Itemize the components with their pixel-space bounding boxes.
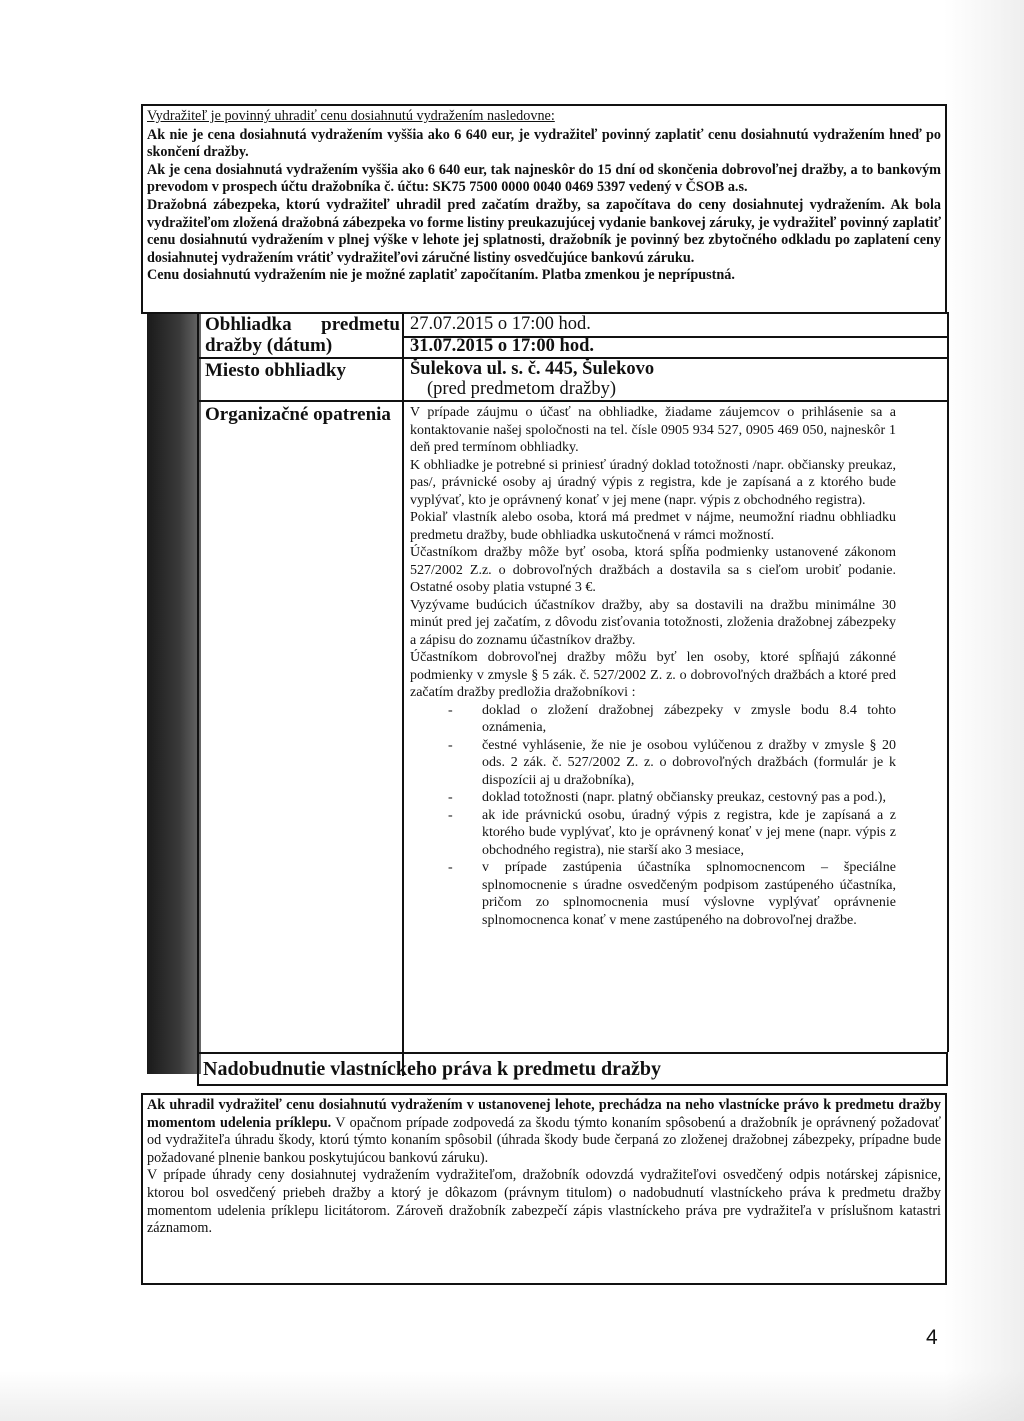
- payment-heading: Vydražiteľ je povinný uhradiť cenu dosiahnutú vydražením nasledovne:: [147, 108, 555, 124]
- inspection-date-label: Obhliadka predmetu dražby (dátum): [205, 314, 400, 356]
- required-documents-list: [410, 702, 896, 930]
- org-paragraph-5: Vyzývame budúcich účastníkov dražby, aby sa dostavili na dražbu minimálne 30 minút pred jej začatím, z dôvodu zisťovania totožnosti, zloženia dražobnej zábezpeky a zápisu do zoznamu účastníkov dražby.: [410, 597, 896, 648]
- inspection-date-2: 31.07.2015 o 17:00 hod.: [410, 336, 594, 356]
- payment-paragraph-3: Dražobná zábezpeka, ktorú vydražiteľ uhradil pred začatím dražby, sa započítava do ceny dosiahnutej vydražením. Ak bola vydražiteľom zložená dražobná zábezpeka vo forme listiny preukazujúcej vydanie bankovej záruky, je vydražiteľ povinný zaplatiť cenu dosiahnutú vydražením v plnej výške v lehote jej splatnosti, dražobník je povinný bez zbytočného odkladu po zaplatení ceny dosiahnutej vydražením vrátiť vydražiteľovi záručné listiny osvedčujúce bankovú záruku.: [147, 196, 941, 266]
- page-shadow-bottom: [0, 1371, 1024, 1421]
- org-paragraph-6: Účastníkom dobrovoľnej dražby môžu byť len osoby, ktoré spĺňajú zákonné podmienky v zmysle § 5 zák. č. 527/2002 Z. z. o dobrovoľných dražbách a ktoré pred začatím dražby predložia dražobníkovi :: [410, 650, 896, 700]
- list-item: - doklad totožnosti (napr. platný občiansky preukaz, cestovný pas a pod.),: [448, 790, 886, 805]
- org-paragraph-3: Pokiaľ vlastník alebo osoba, ktorá má predmet v nájme, neumožní riadnu obhliadku predmetu dražby, bude obhliadka uskutočnená v rámci možností.: [410, 510, 896, 543]
- page-shadow-right: [944, 0, 1024, 1421]
- table-border-left: [197, 312, 199, 1076]
- list-item: - čestné vyhlásenie, že nie je osobou vylúčenou z dražby v zmysle § 20 ods. 2 zák. č. 527/2002 Z. z. o dobrovoľných dražbách (formulár je k dispozícii aj u dražobníka),: [448, 737, 896, 788]
- list-item: - doklad o zložení dražobnej zábezpeky v zmysle bodu 8.4 tohto oznámenia,: [448, 702, 896, 735]
- payment-conditions-block: [141, 104, 947, 314]
- org-paragraph-1: V prípade záujmu o účasť na obhliadke, žiadame záujemcov o prihlásenie sa a kontaktovanie našej spoločnosti na tel. čísle 0905 934 527, 0905 469 050, najneskôr 1 deň pred termínom obhliadky.: [410, 405, 896, 455]
- inspection-place-line-2: (pred predmetom dražby): [427, 379, 617, 399]
- table-row-line-3: [197, 400, 949, 402]
- inspection-place-label: Miesto obhliadky: [205, 360, 346, 381]
- ownership-paragraph-1-bold: Ak uhradil vydražiteľ cenu dosiahnutú vydražením v ustanovenej lehote, prechádza na neho vlastnícke právo k predmetu dražby momentom udelenia príklepu.: [147, 1097, 941, 1131]
- ownership-paragraph-1-rest: V opačnom prípade zodpovedá za škodu týmto konaním spôsobenú a dražobník je oprávnený požadovať od vydražiteľa úhradu škody, ktorú týmto konaním spôsobil (úhrada škody bude čerpaná zo zloženej dražobnej zábezpeky, prípadne bude požadované plnenie bankou poskytujúcou bankovú záruku).: [147, 1114, 941, 1166]
- table-border-right: [947, 312, 949, 1052]
- ownership-paragraph-1: [147, 1097, 941, 1167]
- org-paragraph-4: Účastníkom dražby môže byť osoba, ktorá spĺňa podmienky ustanovené zákonom 527/2002 Z.z. o dobrovoľných dražbách a dostavila sa s cieľom urobiť podanie. Ostatné osoby platia vstupné 3 €.: [410, 545, 896, 595]
- ownership-paragraph-2: V prípade úhrady ceny dosiahnutej vydražením vydražiteľom, dražobník odovzdá vydražiteľovi osvedčený odpis notárskej zápisnice, ktorou bol osvedčený priebeh dražby a ktorý je dôkazom (právnym titulom) o nadobudnutí vlastníckeho práva k predmetu dražby momentom udelenia príklepu licitátorom. Zároveň dražobník zabezpečí zápis vlastníckeho práva pre vydražiteľa v príslušnom katastri záznamom.: [147, 1167, 941, 1237]
- list-item: - v prípade zastúpenia účastníka splnomocnencom – špeciálne splnomocnenie s úradne osvedčeným podpisom zastúpeného účastníka, pričom zo splnomocnenia musí výslovne vyplývať oprávnenie splnomocnenca konať v mene zastúpeného na dobrovoľnej dražbe.: [448, 860, 896, 928]
- ownership-block: [141, 1093, 947, 1285]
- org-paragraph-2: K obhliadke je potrebné si priniesť úradný doklad totožnosti /napr. občiansky preukaz, pas/, právnické osoby aj úradný výpis z registra, kde je zapísaná a z ktorého bude vyplývať, kto je oprávnený konať v jej mene (napr. výpis z obchodného registra).: [410, 457, 896, 508]
- organizational-measures-text: [410, 404, 896, 929]
- payment-paragraph-1: Ak nie je cena dosiahnutá vydražením vyššia ako 6 640 eur, je vydražiteľ povinný zaplatiť cenu dosiahnutú vydražením hneď po skončení dražby.: [147, 126, 941, 161]
- ownership-section-title: Nadobudnutie vlastníckeho práva k predmetu dražby: [197, 1052, 948, 1086]
- payment-paragraph-4: Cenu dosiahnutú vydražením nie je možné zaplatiť započítaním. Platba zmenkou je neprípustná.: [147, 267, 735, 284]
- inspection-date-1: 27.07.2015 o 17:00 hod.: [410, 314, 591, 334]
- inspection-place-line-1: Šulekova ul. s. č. 445, Šulekovo: [410, 359, 655, 379]
- table-divider: [402, 312, 404, 1076]
- inspection-table-frame: [197, 312, 949, 1076]
- inspection-table: [141, 312, 947, 1076]
- payment-paragraph-2: Ak je cena dosiahnutá vydražením vyššia ako 6 640 eur, tak najneskôr do 15 dní od skončenia dobrovoľnej dražby, a to bankovým prevodom v prospech účtu dražobníka č. účtu: SK75 7500 0000 0040 0469 5397 vedený v ČSOB a.s.: [147, 161, 941, 196]
- organizational-measures-label: Organizačné opatrenia: [205, 404, 391, 425]
- list-item: - ak ide právnickú osobu, úradný výpis z registra, kde je zapísaná a z ktorého bude vyplývať, kto je oprávnený konať v jej mene (napr. výpis z obchodného registra), nie starší ako 3 mesiace,: [448, 807, 896, 858]
- scan-dark-bar: [147, 314, 201, 1074]
- page-number: 4: [926, 1326, 938, 1349]
